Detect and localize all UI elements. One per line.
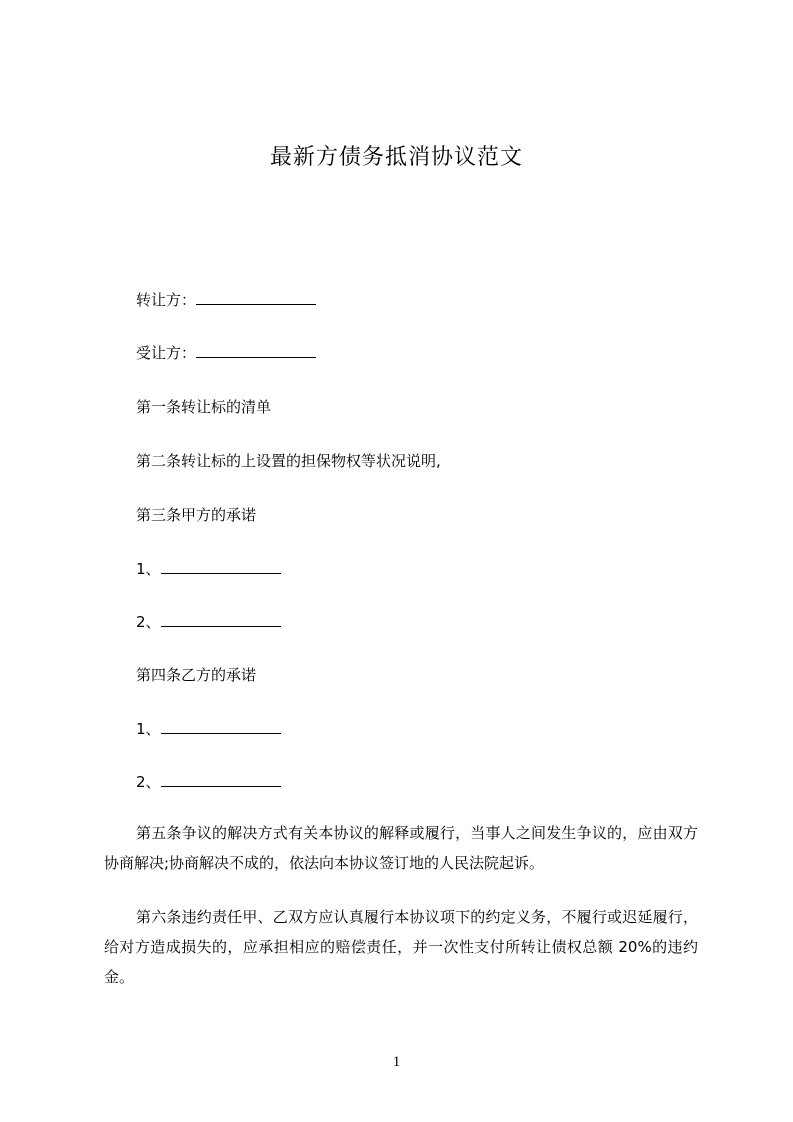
item-number: 1、: [136, 720, 161, 738]
article-4-item-1: [136, 718, 281, 740]
item-blank: [161, 772, 281, 787]
document-title: 最新方债务抵消协议范文: [269, 145, 523, 170]
article-1: 第一条转让标的清单: [136, 398, 272, 416]
item-number: 2、: [136, 773, 161, 791]
page-number: 1: [392, 1054, 401, 1070]
item-number: 2、: [136, 613, 161, 631]
transferee-line: [136, 342, 316, 364]
article-4-item-2: [136, 771, 281, 793]
transferee-label: 受让方：: [136, 344, 197, 362]
item-blank: [161, 612, 281, 627]
article-5: 第五条争议的解决方式有关本协议的解释或履行，当事人之间发生争议的，应由双方协商解决;协商解决不成的，依法向本协议签订地的人民法院起诉。: [104, 824, 698, 872]
transferee-blank: [196, 343, 316, 358]
article-4: 第四条乙方的承诺: [136, 666, 257, 684]
article-2: 第二条转让标的上设置的担保物权等状况说明,: [136, 452, 441, 470]
item-blank: [161, 559, 281, 574]
article-3: 第三条甲方的承诺: [136, 506, 257, 524]
transferor-line: [136, 289, 316, 311]
article-6: 第六条违约责任甲、乙双方应认真履行本协议项下的约定义务，不履行或迟延履行，给对方造成损失的，应承担相应的赔偿责任，并一次性支付所转让债权总额 20%的违约金。: [104, 908, 698, 986]
transferor-blank: [196, 290, 316, 305]
article-3-item-1: [136, 558, 281, 580]
item-blank: [161, 719, 281, 734]
item-number: 1、: [136, 560, 161, 578]
article-3-item-2: [136, 611, 281, 633]
transferor-label: 转让方：: [136, 291, 197, 309]
